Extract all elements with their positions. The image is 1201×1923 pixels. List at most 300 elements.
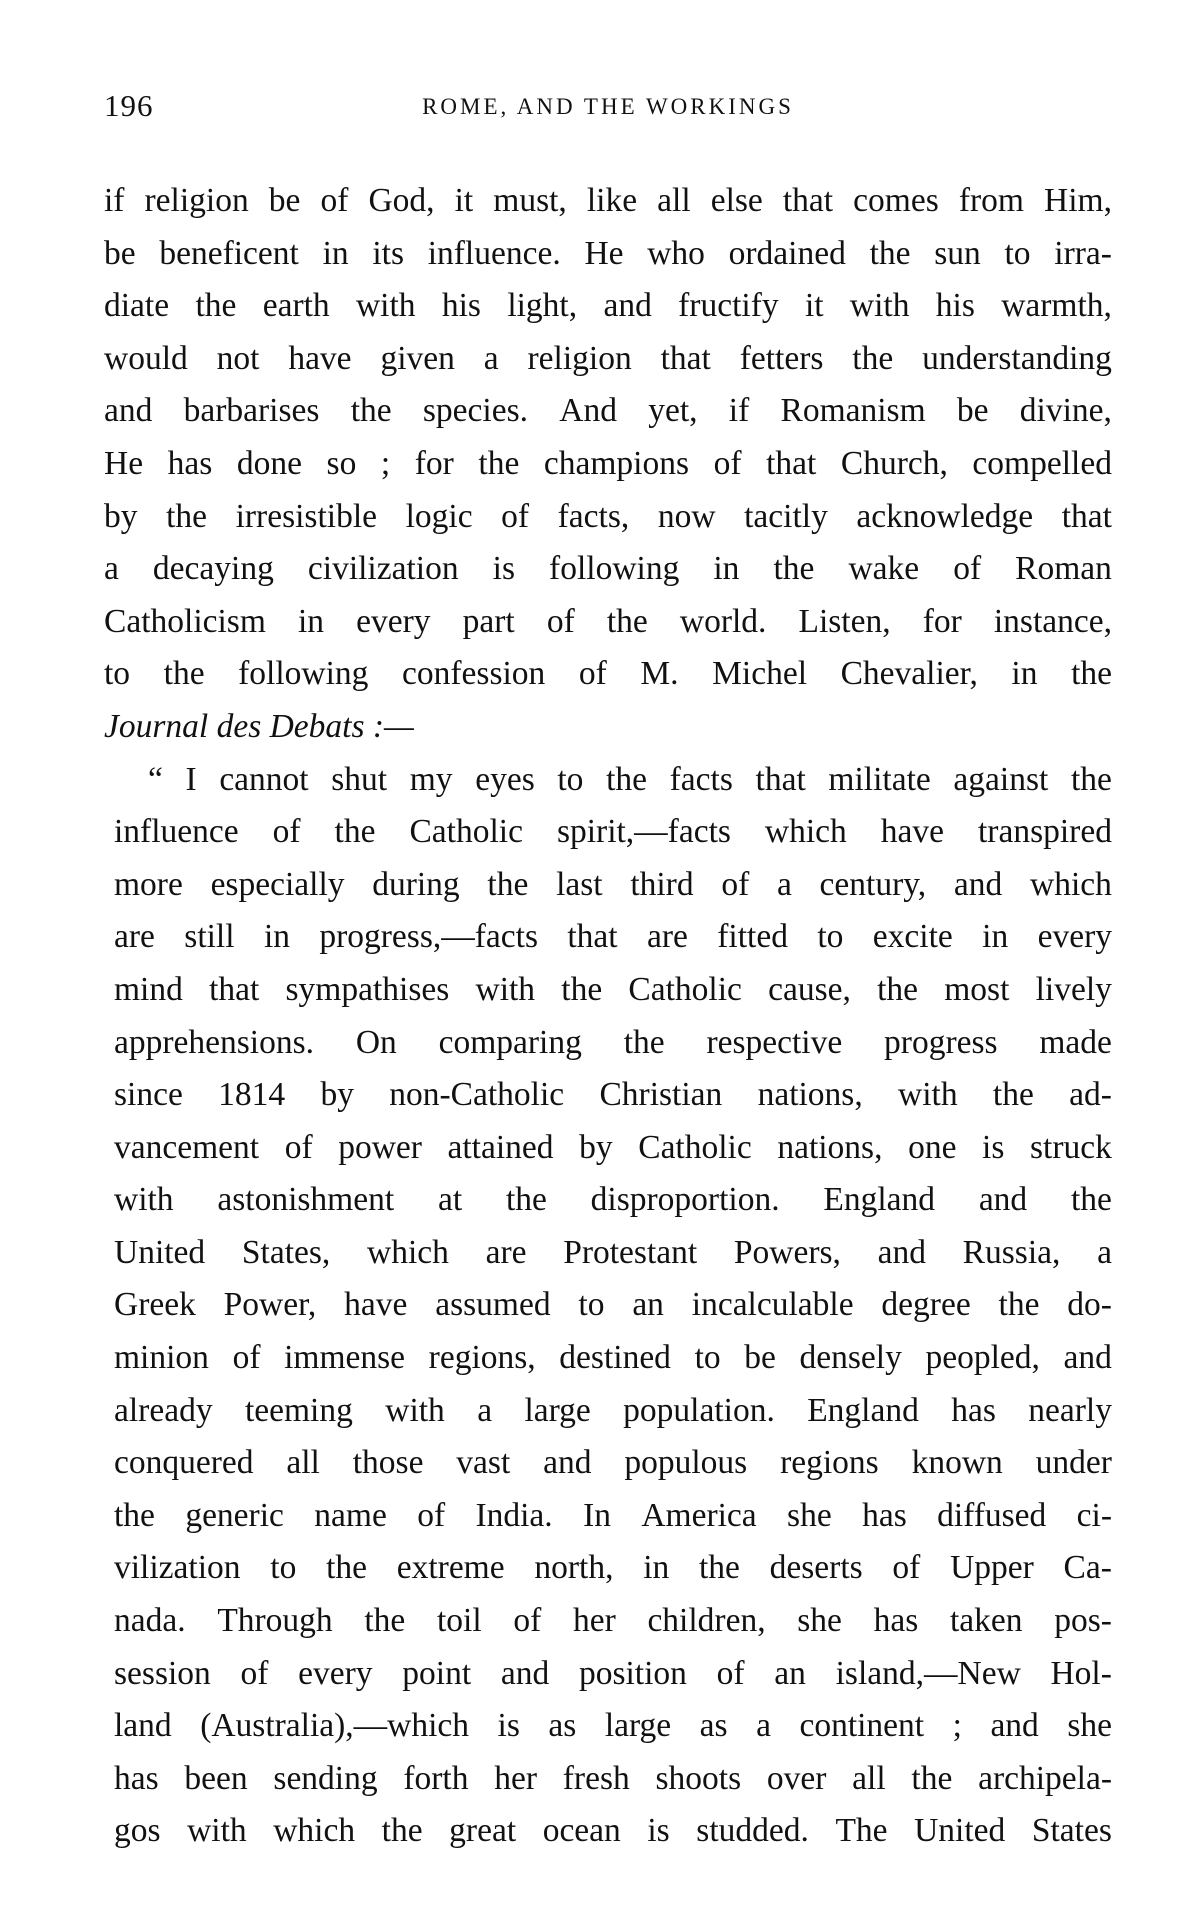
word: is xyxy=(647,1812,670,1850)
word: Him, xyxy=(1044,182,1112,219)
word: during xyxy=(372,865,460,903)
word: the xyxy=(166,497,208,535)
word: light, xyxy=(507,287,578,325)
quote-line xyxy=(104,1648,1112,1701)
word: Hol- xyxy=(1050,1654,1112,1692)
word: the xyxy=(698,1549,740,1587)
word: compelled xyxy=(972,444,1112,482)
word: has xyxy=(873,1602,919,1640)
word: against xyxy=(953,760,1049,798)
word: the xyxy=(478,444,520,482)
word: instance, xyxy=(993,602,1112,640)
quote-line xyxy=(104,1279,1112,1332)
word: especially xyxy=(210,865,345,903)
word: of xyxy=(272,813,301,851)
word: nations, xyxy=(757,1076,863,1114)
word: attained xyxy=(447,1128,554,1166)
word: every xyxy=(356,602,431,640)
word: divine, xyxy=(1019,392,1112,430)
text-line xyxy=(104,333,1112,386)
word: England xyxy=(823,1181,936,1219)
word: non-Catholic xyxy=(389,1076,565,1114)
word: would xyxy=(104,339,188,377)
word: of xyxy=(716,1654,745,1692)
word: with xyxy=(385,1391,445,1429)
word: century, xyxy=(819,865,927,903)
word: else xyxy=(710,182,763,219)
word: deserts xyxy=(769,1549,863,1587)
word: the xyxy=(1070,1181,1112,1219)
word: by xyxy=(579,1128,613,1166)
word: mind xyxy=(114,970,183,1008)
word: and xyxy=(603,287,652,325)
word: which xyxy=(367,1233,449,1271)
word: she xyxy=(1067,1707,1112,1745)
word: her xyxy=(572,1602,616,1640)
word: to xyxy=(104,655,131,693)
word: a xyxy=(104,550,119,588)
word: Chevalier, xyxy=(840,655,978,693)
word: his xyxy=(441,287,481,325)
word: the xyxy=(326,1549,367,1587)
word: every xyxy=(298,1654,373,1692)
word: “ xyxy=(148,760,163,798)
word: to xyxy=(1004,234,1031,272)
quote-line xyxy=(104,1174,1112,1227)
word: nada. xyxy=(114,1602,186,1640)
word: and xyxy=(543,1444,592,1482)
word: densely xyxy=(799,1339,902,1377)
word: she xyxy=(787,1496,832,1534)
word: United xyxy=(114,1233,206,1271)
word: Church, xyxy=(840,444,948,482)
quote-line xyxy=(104,1069,1112,1122)
word: of xyxy=(713,444,742,482)
word: religion xyxy=(144,182,249,219)
word: for xyxy=(414,444,454,482)
word: under xyxy=(1035,1444,1112,1482)
word: champions xyxy=(543,444,690,482)
word: to xyxy=(694,1339,721,1377)
word: the xyxy=(606,760,648,798)
word: toil xyxy=(437,1602,482,1640)
word: fresh xyxy=(562,1759,630,1797)
word: most xyxy=(944,970,1010,1008)
word: ; xyxy=(380,444,391,482)
word: extreme xyxy=(396,1549,505,1587)
word: the xyxy=(350,392,392,430)
word: that xyxy=(209,970,260,1008)
word: of xyxy=(578,655,607,693)
word: archipela- xyxy=(978,1759,1112,1797)
word: of xyxy=(513,1602,542,1640)
word: comes xyxy=(853,182,939,219)
word: a xyxy=(756,1707,771,1745)
word: of xyxy=(892,1549,921,1587)
word: that xyxy=(755,760,806,798)
word: not xyxy=(216,339,260,377)
word: in xyxy=(298,602,325,640)
word: all xyxy=(852,1759,886,1797)
word: island,—New xyxy=(835,1654,1021,1692)
word: are xyxy=(485,1233,527,1271)
word: the xyxy=(381,1812,423,1850)
word: regions xyxy=(780,1444,879,1482)
text-line xyxy=(104,596,1112,649)
word: children, xyxy=(647,1602,766,1640)
word: since xyxy=(114,1076,183,1114)
word: known xyxy=(911,1444,1003,1482)
word: that xyxy=(766,444,817,482)
word: beneficent xyxy=(159,234,299,272)
word: is xyxy=(497,1707,520,1745)
word: land xyxy=(114,1707,172,1745)
word: with xyxy=(849,287,910,325)
word: struck xyxy=(1030,1128,1112,1166)
word: be xyxy=(744,1339,776,1377)
word: to xyxy=(557,760,584,798)
word: minion xyxy=(114,1339,209,1377)
word: spirit,—facts xyxy=(556,813,731,851)
quote-line xyxy=(104,1753,1112,1806)
word: species. xyxy=(422,392,528,430)
word: done xyxy=(236,444,302,482)
word: vancement xyxy=(114,1128,260,1166)
word: militate xyxy=(828,760,931,798)
word: his xyxy=(935,287,975,325)
word: an xyxy=(774,1654,806,1692)
quote-line xyxy=(104,1385,1112,1438)
text-line xyxy=(104,280,1112,333)
word: point xyxy=(402,1654,472,1692)
word: sending xyxy=(273,1759,378,1797)
word: lively xyxy=(1035,970,1112,1008)
word: at xyxy=(437,1181,463,1219)
word: populous xyxy=(624,1444,748,1482)
word: I xyxy=(185,760,197,798)
page-header xyxy=(104,88,1112,128)
quote-line xyxy=(104,1437,1112,1490)
word: of xyxy=(953,550,982,588)
word: that xyxy=(1061,497,1112,535)
word: the xyxy=(998,1286,1040,1324)
word: fructify xyxy=(678,287,779,325)
quote-line xyxy=(104,1595,1112,1648)
word: diffused xyxy=(937,1496,1047,1534)
word: 1814 xyxy=(218,1076,286,1114)
word: Listen, xyxy=(798,602,891,640)
word: the xyxy=(852,339,894,377)
word: already xyxy=(114,1391,213,1429)
word: and xyxy=(953,865,1003,903)
word: so xyxy=(326,444,357,482)
word: the xyxy=(623,1023,665,1061)
word: cause, xyxy=(768,970,851,1008)
word: great xyxy=(449,1812,517,1850)
word: barbarises xyxy=(183,392,320,430)
word: and xyxy=(1063,1339,1112,1377)
quote-line xyxy=(104,754,1112,807)
word: regions, xyxy=(428,1339,536,1377)
word: understanding xyxy=(922,339,1112,377)
word: Greek xyxy=(114,1286,196,1324)
word: population. xyxy=(623,1391,775,1429)
word: religion xyxy=(527,339,632,377)
word: nearly xyxy=(1028,1391,1112,1429)
word: Ca- xyxy=(1063,1549,1112,1587)
word: United xyxy=(914,1812,1006,1850)
word: shoots xyxy=(655,1759,742,1797)
word: taken xyxy=(949,1602,1023,1640)
word: Powers, xyxy=(733,1233,841,1271)
word: diate xyxy=(104,287,170,325)
word: in xyxy=(982,918,1009,956)
word: given xyxy=(380,339,455,377)
word: which xyxy=(764,813,847,851)
word: for xyxy=(922,602,962,640)
word: has xyxy=(862,1496,907,1534)
word: been xyxy=(184,1759,248,1797)
word: its xyxy=(372,234,404,272)
quote-line xyxy=(104,1017,1112,1070)
word: irra- xyxy=(1054,234,1112,272)
word: it xyxy=(454,182,474,219)
word: large xyxy=(524,1391,591,1429)
word: of xyxy=(284,1128,313,1166)
word: logic xyxy=(405,497,473,535)
word: ocean xyxy=(542,1812,621,1850)
word: warmth, xyxy=(1001,287,1112,325)
text-line xyxy=(104,438,1112,491)
word: incalculable xyxy=(691,1286,854,1324)
word: have xyxy=(288,339,352,377)
body-text xyxy=(104,175,1112,1858)
word: Russia, xyxy=(962,1233,1061,1271)
word: the xyxy=(877,970,919,1008)
word: astonishment xyxy=(217,1181,395,1219)
word: forth xyxy=(403,1759,469,1797)
word: Roman xyxy=(1015,550,1112,588)
word: following xyxy=(549,550,680,588)
word: third xyxy=(630,865,694,903)
word: decaying xyxy=(152,550,274,588)
word: gos xyxy=(114,1812,161,1850)
word: Christian xyxy=(599,1076,723,1114)
word: respective xyxy=(706,1023,843,1061)
text-line xyxy=(104,491,1112,544)
word: eyes xyxy=(475,760,535,798)
word: which xyxy=(1030,865,1112,903)
word: a xyxy=(1097,1233,1112,1271)
word: Through xyxy=(217,1602,333,1640)
word: made xyxy=(1039,1023,1112,1061)
word: shut xyxy=(331,760,388,798)
word: is xyxy=(492,550,515,588)
word: peopled, xyxy=(925,1339,1040,1377)
word: Protestant xyxy=(563,1233,698,1271)
word: large xyxy=(604,1707,672,1745)
word: and xyxy=(877,1233,926,1271)
word: of xyxy=(240,1654,269,1692)
word: north, xyxy=(534,1549,614,1587)
word: those xyxy=(352,1444,424,1482)
word: generic xyxy=(185,1496,284,1534)
word: And xyxy=(559,392,617,430)
word: assumed xyxy=(435,1286,551,1324)
word: position xyxy=(578,1654,687,1692)
word: her xyxy=(494,1759,538,1797)
word: over xyxy=(766,1759,827,1797)
word: the xyxy=(561,970,603,1008)
word: an xyxy=(632,1286,664,1324)
word: with xyxy=(475,970,536,1008)
quote-line xyxy=(104,1332,1112,1385)
word: ci- xyxy=(1076,1496,1112,1534)
word: Catholic xyxy=(409,813,523,851)
word: if xyxy=(728,392,750,430)
text-line xyxy=(104,228,1112,281)
word: must, xyxy=(493,182,567,219)
quote-line xyxy=(104,859,1112,912)
word: if xyxy=(104,182,125,219)
word: from xyxy=(958,182,1024,219)
word: wake xyxy=(848,550,920,588)
text-line xyxy=(104,543,1112,596)
word: irresistible xyxy=(235,497,378,535)
word: with xyxy=(187,1812,247,1850)
word: who xyxy=(647,234,705,272)
word: by xyxy=(320,1076,354,1114)
word: civilization xyxy=(307,550,459,588)
word: Power, xyxy=(223,1286,317,1324)
word: be xyxy=(956,392,989,430)
word: every xyxy=(1037,918,1112,956)
word: my xyxy=(409,760,453,798)
word: still xyxy=(184,918,235,956)
word: which xyxy=(273,1812,356,1850)
word: the xyxy=(869,234,911,272)
word: fitted xyxy=(717,918,788,956)
word: teeming xyxy=(244,1391,353,1429)
source-title: Journal des Debats :— xyxy=(104,707,414,745)
word: He xyxy=(584,234,624,272)
word: degree xyxy=(881,1286,971,1324)
quote-line xyxy=(104,1122,1112,1175)
word: destined xyxy=(559,1339,671,1377)
word: the xyxy=(992,1076,1034,1114)
word: be xyxy=(104,234,136,272)
word: sympathises xyxy=(285,970,450,1008)
word: session xyxy=(114,1654,211,1692)
word: a xyxy=(776,865,792,903)
word: God, xyxy=(368,182,435,219)
word: like xyxy=(586,182,638,219)
word: progress,—facts xyxy=(319,918,538,956)
word: excite xyxy=(872,918,953,956)
word: On xyxy=(355,1023,397,1061)
word: disproportion. xyxy=(590,1181,780,1219)
page-number: 196 xyxy=(104,88,154,123)
running-title: ROME, AND THE WORKINGS xyxy=(422,94,794,119)
word: comparing xyxy=(438,1023,582,1061)
word: the xyxy=(163,655,205,693)
word: Michel xyxy=(712,655,807,693)
text-line xyxy=(104,648,1112,701)
word: a xyxy=(477,1391,493,1429)
word: influence xyxy=(114,813,239,851)
word: He xyxy=(104,444,144,482)
word: name xyxy=(314,1496,387,1534)
word: in xyxy=(1011,655,1038,693)
word: tacitly xyxy=(744,497,828,535)
word: of xyxy=(417,1496,446,1534)
word: is xyxy=(982,1128,1005,1166)
word: it xyxy=(804,287,824,325)
quote-line xyxy=(104,1227,1112,1280)
word: the xyxy=(1071,655,1112,693)
word: States, xyxy=(241,1233,331,1271)
word: the xyxy=(773,550,815,588)
word: the xyxy=(505,1181,547,1219)
word: In xyxy=(583,1496,611,1534)
word: The xyxy=(835,1812,888,1850)
word: of xyxy=(320,182,349,219)
word: apprehensions. xyxy=(114,1023,315,1061)
word: confession xyxy=(402,655,546,693)
word: all xyxy=(286,1444,320,1482)
word: the xyxy=(195,287,237,325)
word: in xyxy=(643,1549,670,1587)
word: the xyxy=(911,1759,953,1797)
word: the xyxy=(1070,760,1112,798)
word: vast xyxy=(456,1444,511,1482)
word: with xyxy=(114,1181,174,1219)
word: more xyxy=(114,865,183,903)
word: following xyxy=(238,655,369,693)
word: in xyxy=(263,918,290,956)
word: progress xyxy=(884,1023,998,1061)
quote-line xyxy=(104,806,1112,859)
word: to xyxy=(817,918,844,956)
word: America xyxy=(641,1496,757,1534)
word: has xyxy=(114,1759,159,1797)
word: ordained xyxy=(728,234,846,272)
quote-line xyxy=(104,911,1112,964)
word: world. xyxy=(679,602,767,640)
word: facts, xyxy=(557,497,630,535)
word: ; xyxy=(952,1707,962,1745)
word: to xyxy=(270,1549,297,1587)
word: power xyxy=(338,1128,422,1166)
word: the xyxy=(487,865,529,903)
word: M. xyxy=(640,655,679,693)
word: are xyxy=(646,918,688,956)
word: of xyxy=(721,865,750,903)
word: Catholic xyxy=(628,970,742,1008)
word: sun xyxy=(934,234,981,272)
word: of xyxy=(501,497,530,535)
word: last xyxy=(556,865,603,903)
word: as xyxy=(699,1707,728,1745)
word: conquered xyxy=(114,1444,254,1482)
word: as xyxy=(548,1707,577,1745)
word: be xyxy=(268,182,301,219)
word: influence. xyxy=(427,234,561,272)
word: has xyxy=(167,444,213,482)
word: vilization xyxy=(114,1549,241,1587)
word: Romanism xyxy=(780,392,926,430)
word: fetters xyxy=(739,339,824,377)
